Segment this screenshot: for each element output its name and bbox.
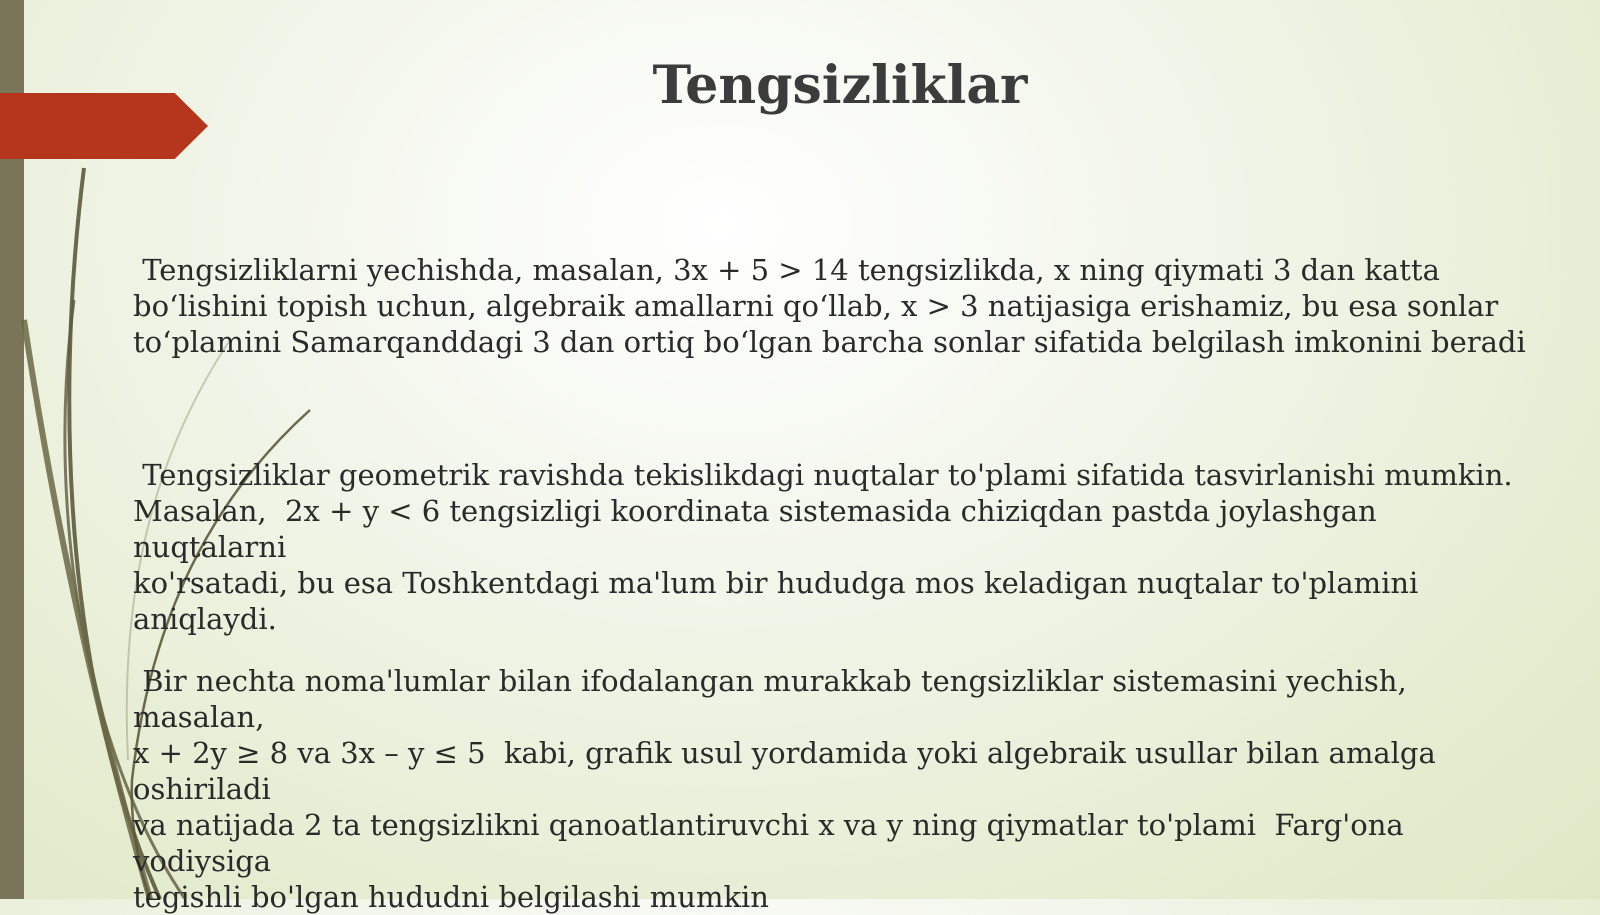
paragraph-1: Tengsizliklarni yechishda, masalan, 3x + 5 > 14 tengsizlikda, x ning qiymati 3 dan katta bo‘lishini topish uchun, algebraik amallarni qo‘llab, x > 3 natijasiga erishamiz, bu esa sonlar to‘plamini Samarqanddagi 3 dan ortiq bo‘lgan barcha sonlar sifatida belgilash imkonini beradi — [133, 253, 1526, 359]
paragraph-2: Tengsizliklar geometrik ravishda tekislikdagi nuqtalar to'plami sifatida tasvirlanishi mumkin. Masalan, 2x + y < 6 tengsizligi koordinata sistemasida chiziqdan pastda joylashgan nuqtalarni ko'rsatadi, bu esa Toshkentdagi ma'lum bir hududga mos keladigan nuqtalar to'plamini aniqlaydi. — [133, 458, 1513, 636]
slide-title: Tengsizliklar — [652, 55, 1028, 116]
paragraph-3: Bir nechta noma'lumlar bilan ifodalangan murakkab tengsizliklar sistemasini yechish, masalan, x + 2y ≥ 8 va 3x – y ≤ 5 kabi, grafik usul yordamida yoki algebraik usullar bilan amalga oshiriladi va natijada 2 ta tengsizlikni qanoatlantiruvchi x va y ning qiymatlar to'plami Farg'ona vodiysiga tegishli bo'lgan hududni belgilashi mumkin — [133, 664, 1436, 914]
